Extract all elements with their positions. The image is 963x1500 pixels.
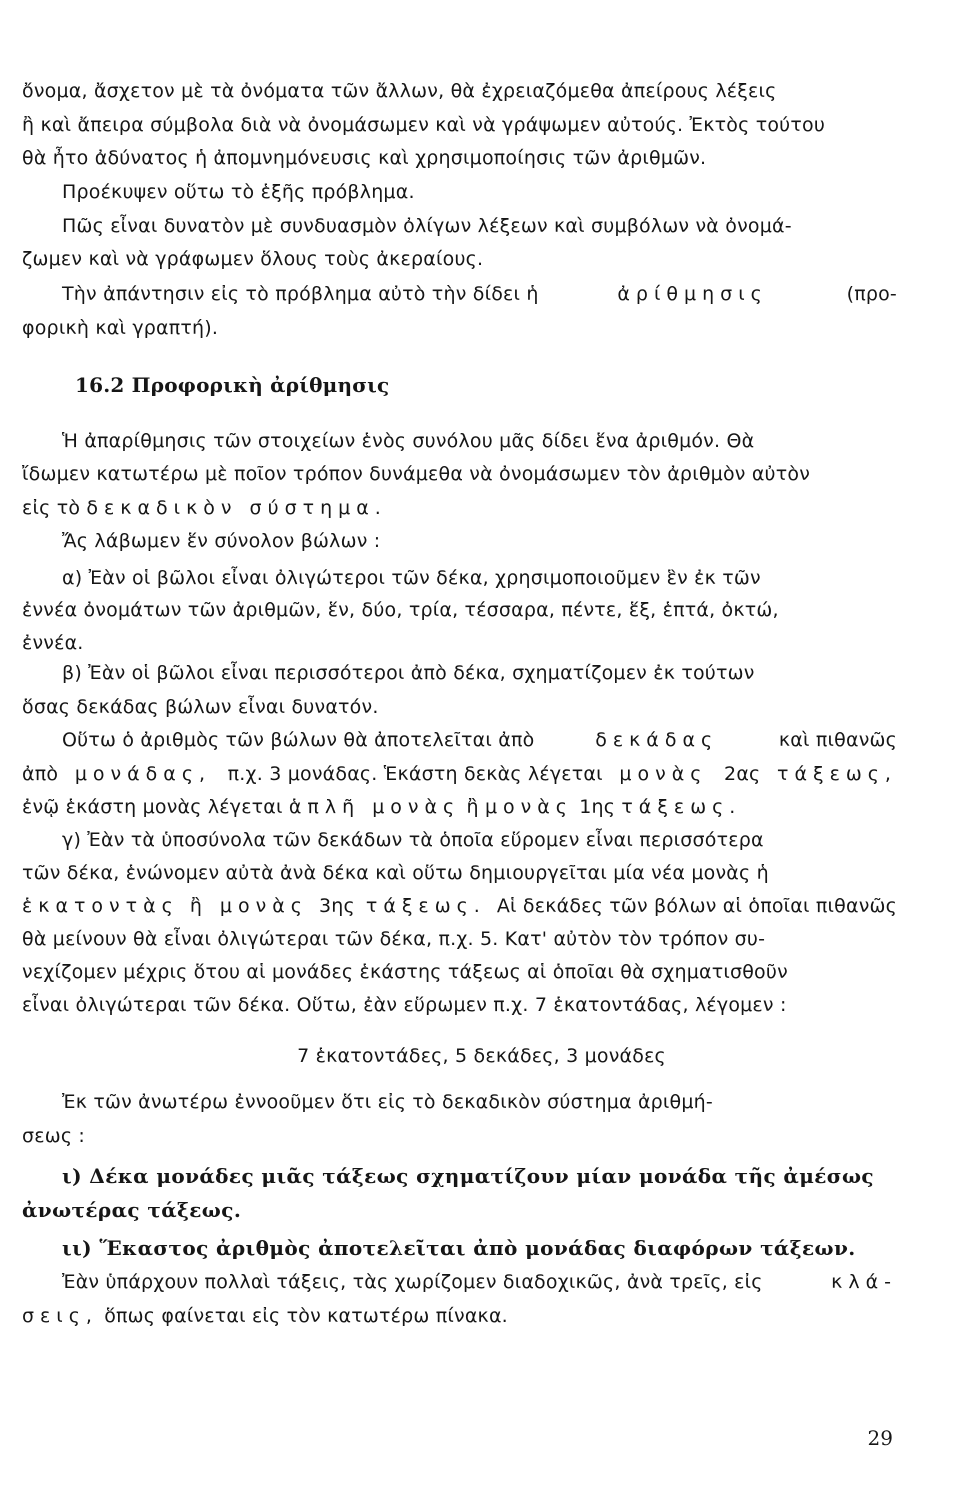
text-line: ὅσας δεκάδας βώλων εἶναι δυνατόν. [22,696,379,718]
text-span: 1ης [579,796,616,818]
text-line: ἴδωμεν κατωτέρω μὲ ποῖον τρόπον δυνάμεθα νὰ ὀνομάσωμεν τὸν ἀριθμὸν αὐτὸν [22,463,811,485]
text-line: τῶν δέκα, ἑνώνομεν αὐτὰ ἀνὰ δέκα καὶ οὕτω δημιουργεῖται μία νέα μονὰς ἡ [22,862,769,884]
text-line: α) Ἐὰν οἱ βῶλοι εἶναι ὀλιγώτεροι τῶν δέκα, χρησιμοποιοῦμεν ἓν ἐκ τῶν [62,567,761,589]
text-line: Ἐκ τῶν ἀνωτέρω ἐννοοῦμεν ὅτι εἰς τὸ δεκαδικὸν σύστημα ἀριθμή- [62,1091,713,1113]
text-span: 3ης [318,895,355,917]
spaced-term: τάξεως. [365,895,486,917]
text-span: ἀπὸ [22,763,59,785]
page-number: 29 [867,1426,893,1450]
text-line: θὰ μείνουν θὰ εἶναι ὀλιγώτεραι τῶν δέκα, π.χ. 5. Κατ' αὐτὸν τὸν τρόπον συ- [22,928,766,950]
text-span: Οὕτω ὁ ἀριθμὸς τῶν βώλων θὰ ἀποτελεῖται ἀπὸ [62,729,535,751]
text-line: σεως : [22,1125,86,1147]
text-span: (προ- [846,283,897,305]
spaced-term: τάξεως, [777,763,897,785]
text-line: εἶναι ὀλιγώτεραι τῶν δέκα. Οὕτω, ἐὰν εὕρωμεν π.χ. 7 ἑκατοντάδας, λέγομεν : [22,994,787,1016]
section-heading: 16.2 Προφορικὴ ἀρίθμησις [75,373,390,397]
text-line [62,1270,897,1294]
text-line [22,762,897,786]
spaced-term: κλά- [831,1271,897,1293]
spaced-term: μονὰς [484,796,573,818]
text-span: Τὴν ἀπάντησιν εἰς τὸ πρόβλημα αὐτὸ τὴν δίδει ἡ [62,283,539,305]
text-span: Αἱ δεκάδες τῶν βόλων αἱ ὁποῖαι πιθανῶς [496,895,897,917]
text-line [62,728,897,752]
text-line [22,795,897,819]
text-line: γ) Ἐὰν τὰ ὑποσύνολα τῶν δεκάδων τὰ ὁποῖα εὕρομεν εἶναι περισσότερα [62,829,764,851]
spaced-term: ἁπλῆ μονὰς [288,796,461,818]
text-line [22,894,897,918]
rule-statement: ι) Δέκα μονάδες μιᾶς τάξεως σχηματίζουν μίαν μονάδα τῆς ἀμέσως [62,1164,874,1188]
spaced-term: τάξεως. [621,796,742,818]
text-line: β) Ἐὰν οἱ βῶλοι εἶναι περισσότεροι ἀπὸ δέκα, σχηματίζομεν ἐκ τούτων [62,662,755,684]
text-line: Ἄς λάβωμεν ἕν σύνολον βώλων : [62,530,381,552]
text-line: Προέκυψεν οὕτω τὸ ἑξῆς πρόβλημα. [62,181,415,203]
spaced-term: ἀρίθμησις [617,283,768,305]
spaced-term: ἢ μονὰς [189,895,308,917]
spaced-term: δεκάδας [595,729,719,751]
text-span: ἐνῷ ἑκάστη μονὰς λέγεται [22,796,283,818]
centered-example: 7 ἑκατοντάδες, 5 δεκάδες, 3 μονάδες [297,1045,666,1067]
text-line [62,282,897,306]
text-line: Πῶς εἶναι δυνατὸν μὲ συνδυασμὸν ὀλίγων λέξεων καὶ συμβόλων νὰ ὀνομά- [62,215,792,237]
text-span: ὅπως φαίνεται εἰς τὸν κατωτέρω πίνακα. [104,1305,508,1327]
text-line: φορικὴ καὶ γραπτή). [22,317,219,339]
text-span: εἰς τὸ [22,497,81,519]
text-line: ἐννέα. [22,632,84,654]
text-span: 2ας [724,763,761,785]
spaced-term: μονὰς [619,763,708,785]
rule-statement: ἀνωτέρας τάξεως. [22,1198,242,1222]
text-span: Ἐὰν ὑπάρχουν πολλαὶ τάξεις, τὰς χωρίζομεν διαδοχικῶς, ἀνὰ τρεῖς, εἰς [62,1271,763,1293]
rule-statement: ιι) Ἕκαστος ἀριθμὸς ἀποτελεῖται ἀπὸ μονάδας διαφόρων τάξεων. [62,1236,856,1260]
text-line [22,1304,897,1328]
spaced-term: ἑκατοντὰς [22,895,179,917]
text-line: ὄνομα, ἄσχετον μὲ τὰ ὀνόματα τῶν ἄλλων, θὰ ἐχρειαζόμεθα ἀπείρους λέξεις [22,80,777,102]
text-line: ἐννέα ὀνομάτων τῶν ἀριθμῶν, ἕν, δύο, τρία, τέσσαρα, πέντε, ἕξ, ἑπτά, ὀκτώ, [22,599,779,621]
text-line [22,496,897,520]
text-span: π.χ. 3 μονάδας. Ἑκάστη δεκὰς λέγεται [227,763,603,785]
spaced-term: μονάδας, [74,763,212,785]
text-line: θὰ ἦτο ἀδύνατος ἡ ἀπομνημόνευσις καὶ χρησιμοποίησις τῶν ἀριθμῶν. [22,147,707,169]
spaced-term: σεις, [22,1305,98,1327]
text-span: ἢ [466,796,479,818]
text-line: ζωμεν καὶ νὰ γράφωμεν ὅλους τοὺς ἀκεραίους. [22,248,484,270]
text-line: ἢ καὶ ἄπειρα σύμβολα διὰ νὰ ὀνομάσωμεν καὶ νὰ γράψωμεν αὐτούς. Ἐκτὸς τούτου [22,114,826,136]
text-line: νεχίζομεν μέχρις ὅτου αἱ μονάδες ἑκάστης τάξεως αἱ ὁποῖαι θὰ σχηματισθοῦν [22,961,788,983]
spaced-term: δεκαδικὸν σύστημα. [86,497,387,519]
text-line: Ἡ ἀπαρίθμησις τῶν στοιχείων ἑνὸς συνόλου μᾶς δίδει ἕνα ἀριθμόν. Θὰ [62,430,755,452]
text-span: καὶ πιθανῶς [778,729,897,751]
